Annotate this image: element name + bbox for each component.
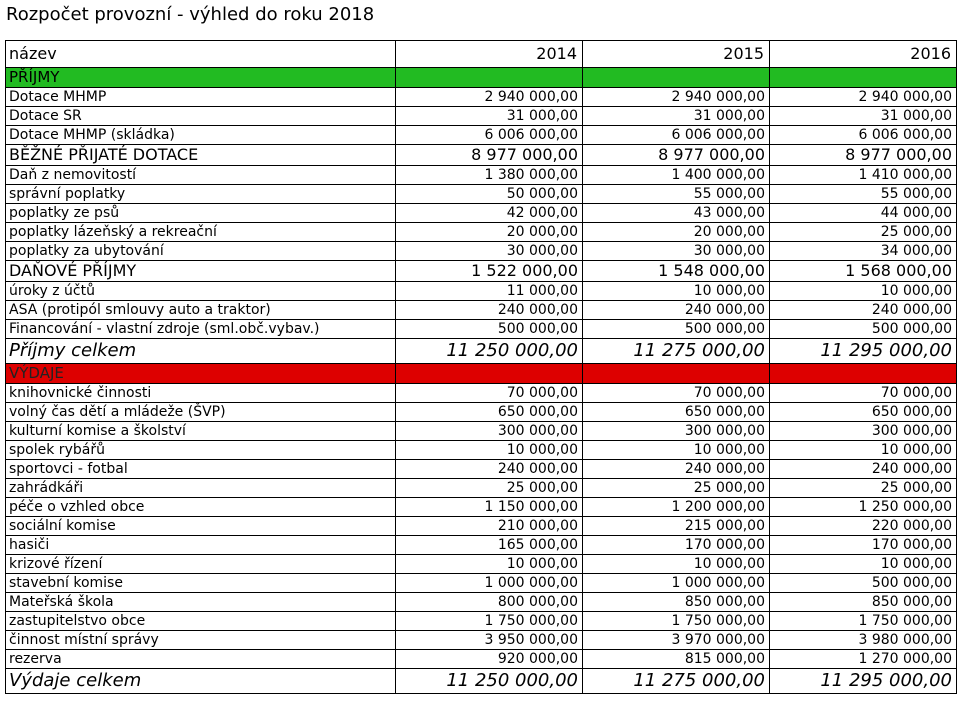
amount-2014: 11 250 000,00 bbox=[396, 669, 583, 694]
amount-2016: 10 000,00 bbox=[770, 555, 957, 574]
amount-2016: 55 000,00 bbox=[770, 185, 957, 204]
amount-2016: 3 980 000,00 bbox=[770, 631, 957, 650]
income-section-heading-fill bbox=[396, 68, 583, 88]
amount-2014: 8 977 000,00 bbox=[396, 145, 583, 166]
amount-2015: 3 970 000,00 bbox=[583, 631, 770, 650]
budget-row-zahradkari bbox=[6, 479, 957, 498]
amount-2014: 800 000,00 bbox=[396, 593, 583, 612]
expenses-section-heading-label: VÝDAJE bbox=[6, 364, 396, 384]
amount-2015: 1 400 000,00 bbox=[583, 166, 770, 185]
row-label: ASA (protipól smlouvy auto a traktor) bbox=[6, 301, 396, 320]
budget-row-materska-skola bbox=[6, 593, 957, 612]
budget-row-asa-protipol-smlouvy-auto-a-traktor bbox=[6, 301, 957, 320]
budget-row-uroky-z-uctu bbox=[6, 282, 957, 301]
amount-2014: 30 000,00 bbox=[396, 242, 583, 261]
budget-row-knihovnicke-cinnosti bbox=[6, 384, 957, 403]
amount-2014: 42 000,00 bbox=[396, 204, 583, 223]
amount-2015: 1 548 000,00 bbox=[583, 261, 770, 282]
amount-2015: 8 977 000,00 bbox=[583, 145, 770, 166]
header-year-2016: 2016 bbox=[770, 41, 957, 68]
budget-row-pece-o-vzhled-obce bbox=[6, 498, 957, 517]
row-label: volný čas dětí a mládeže (ŠVP) bbox=[6, 403, 396, 422]
amount-2014: 10 000,00 bbox=[396, 441, 583, 460]
row-label: správní poplatky bbox=[6, 185, 396, 204]
amount-2015: 43 000,00 bbox=[583, 204, 770, 223]
amount-2015: 850 000,00 bbox=[583, 593, 770, 612]
row-label: rezerva bbox=[6, 650, 396, 669]
budget-row-dotace-mhmp bbox=[6, 88, 957, 107]
amount-2015: 30 000,00 bbox=[583, 242, 770, 261]
amount-2014: 1 150 000,00 bbox=[396, 498, 583, 517]
amount-2015: 240 000,00 bbox=[583, 460, 770, 479]
amount-2014: 240 000,00 bbox=[396, 460, 583, 479]
amount-2015: 11 275 000,00 bbox=[583, 339, 770, 364]
amount-2016: 240 000,00 bbox=[770, 460, 957, 479]
row-label: krizové řízení bbox=[6, 555, 396, 574]
row-label: úroky z účtů bbox=[6, 282, 396, 301]
header-year-2014: 2014 bbox=[396, 41, 583, 68]
budget-row-spravni-poplatky bbox=[6, 185, 957, 204]
subtotal-row-bezne-prijate-dotace bbox=[6, 145, 957, 166]
budget-row-poplatky-za-ubytovani bbox=[6, 242, 957, 261]
amount-2016: 1 270 000,00 bbox=[770, 650, 957, 669]
amount-2016: 70 000,00 bbox=[770, 384, 957, 403]
amount-2015: 2 940 000,00 bbox=[583, 88, 770, 107]
budget-row-financovani-vlastni-zdroje-sml-obc-vybav bbox=[6, 320, 957, 339]
amount-2015: 500 000,00 bbox=[583, 320, 770, 339]
amount-2015: 240 000,00 bbox=[583, 301, 770, 320]
row-label: zastupitelstvo obce bbox=[6, 612, 396, 631]
header-row bbox=[6, 41, 957, 68]
budget-row-poplatky-ze-psu bbox=[6, 204, 957, 223]
budget-row-stavebni-komise bbox=[6, 574, 957, 593]
amount-2014: 300 000,00 bbox=[396, 422, 583, 441]
amount-2016: 500 000,00 bbox=[770, 574, 957, 593]
amount-2016: 25 000,00 bbox=[770, 479, 957, 498]
amount-2014: 1 380 000,00 bbox=[396, 166, 583, 185]
amount-2014: 11 000,00 bbox=[396, 282, 583, 301]
header-year-2015: 2015 bbox=[583, 41, 770, 68]
total-row-vydaje-celkem bbox=[6, 669, 957, 694]
amount-2014: 50 000,00 bbox=[396, 185, 583, 204]
amount-2014: 1 522 000,00 bbox=[396, 261, 583, 282]
amount-2016: 6 006 000,00 bbox=[770, 126, 957, 145]
amount-2015: 170 000,00 bbox=[583, 536, 770, 555]
amount-2015: 1 000 000,00 bbox=[583, 574, 770, 593]
amount-2015: 815 000,00 bbox=[583, 650, 770, 669]
amount-2016: 10 000,00 bbox=[770, 282, 957, 301]
budget-row-dotace-mhmp-skladka bbox=[6, 126, 957, 145]
amount-2014: 20 000,00 bbox=[396, 223, 583, 242]
budget-row-rezerva bbox=[6, 650, 957, 669]
amount-2014: 920 000,00 bbox=[396, 650, 583, 669]
row-label: Mateřská škola bbox=[6, 593, 396, 612]
amount-2014: 1 750 000,00 bbox=[396, 612, 583, 631]
amount-2016: 10 000,00 bbox=[770, 441, 957, 460]
row-label: kulturní komise a školství bbox=[6, 422, 396, 441]
row-label: zahrádkáři bbox=[6, 479, 396, 498]
amount-2016: 31 000,00 bbox=[770, 107, 957, 126]
budget-row-dotace-sr bbox=[6, 107, 957, 126]
budget-row-zastupitelstvo-obce bbox=[6, 612, 957, 631]
budget-row-dan-z-nemovitosti bbox=[6, 166, 957, 185]
budget-row-poplatky-lazensky-a-rekreacni bbox=[6, 223, 957, 242]
row-label: Dotace MHMP bbox=[6, 88, 396, 107]
amount-2015: 650 000,00 bbox=[583, 403, 770, 422]
row-label: Dotace SR bbox=[6, 107, 396, 126]
row-label: spolek rybářů bbox=[6, 441, 396, 460]
amount-2016: 44 000,00 bbox=[770, 204, 957, 223]
amount-2015: 215 000,00 bbox=[583, 517, 770, 536]
amount-2016: 8 977 000,00 bbox=[770, 145, 957, 166]
amount-2016: 1 750 000,00 bbox=[770, 612, 957, 631]
row-label: Výdaje celkem bbox=[6, 669, 396, 694]
amount-2014: 3 950 000,00 bbox=[396, 631, 583, 650]
amount-2016: 170 000,00 bbox=[770, 536, 957, 555]
row-label: DAŇOVÉ PŘÍJMY bbox=[6, 261, 396, 282]
amount-2015: 20 000,00 bbox=[583, 223, 770, 242]
amount-2015: 55 000,00 bbox=[583, 185, 770, 204]
amount-2014: 25 000,00 bbox=[396, 479, 583, 498]
income-section-heading-fill bbox=[583, 68, 770, 88]
row-label: Financování - vlastní zdroje (sml.obč.vybav.) bbox=[6, 320, 396, 339]
amount-2014: 70 000,00 bbox=[396, 384, 583, 403]
budget-row-hasici bbox=[6, 536, 957, 555]
amount-2014: 1 000 000,00 bbox=[396, 574, 583, 593]
page-title: Rozpočet provozní - výhled do roku 2018 bbox=[6, 4, 375, 25]
amount-2014: 6 006 000,00 bbox=[396, 126, 583, 145]
row-label: stavební komise bbox=[6, 574, 396, 593]
budget-row-kulturni-komise-a-skolstvi bbox=[6, 422, 957, 441]
amount-2016: 1 250 000,00 bbox=[770, 498, 957, 517]
row-label: hasiči bbox=[6, 536, 396, 555]
amount-2015: 25 000,00 bbox=[583, 479, 770, 498]
expenses-section-heading-fill bbox=[583, 364, 770, 384]
amount-2014: 2 940 000,00 bbox=[396, 88, 583, 107]
row-label: knihovnické činnosti bbox=[6, 384, 396, 403]
amount-2016: 1 410 000,00 bbox=[770, 166, 957, 185]
amount-2015: 6 006 000,00 bbox=[583, 126, 770, 145]
budget-row-socialni-komise bbox=[6, 517, 957, 536]
amount-2016: 240 000,00 bbox=[770, 301, 957, 320]
row-label: sportovci - fotbal bbox=[6, 460, 396, 479]
budget-table-body bbox=[6, 41, 957, 694]
budget-row-krizove-rizeni bbox=[6, 555, 957, 574]
budget-row-cinnost-mistni-spravy bbox=[6, 631, 957, 650]
row-label: Daň z nemovitostí bbox=[6, 166, 396, 185]
amount-2016: 1 568 000,00 bbox=[770, 261, 957, 282]
amount-2016: 300 000,00 bbox=[770, 422, 957, 441]
row-label: poplatky lázeňský a rekreační bbox=[6, 223, 396, 242]
amount-2015: 11 275 000,00 bbox=[583, 669, 770, 694]
income-section-heading-label: PŘÍJMY bbox=[6, 68, 396, 88]
row-label: poplatky za ubytování bbox=[6, 242, 396, 261]
amount-2016: 34 000,00 bbox=[770, 242, 957, 261]
expenses-section-heading bbox=[6, 364, 957, 384]
amount-2014: 11 250 000,00 bbox=[396, 339, 583, 364]
row-label: péče o vzhled obce bbox=[6, 498, 396, 517]
income-section-heading bbox=[6, 68, 957, 88]
amount-2015: 10 000,00 bbox=[583, 282, 770, 301]
row-label: Příjmy celkem bbox=[6, 339, 396, 364]
budget-table bbox=[5, 40, 957, 694]
amount-2015: 10 000,00 bbox=[583, 441, 770, 460]
amount-2016: 11 295 000,00 bbox=[770, 339, 957, 364]
amount-2014: 165 000,00 bbox=[396, 536, 583, 555]
amount-2016: 500 000,00 bbox=[770, 320, 957, 339]
amount-2014: 10 000,00 bbox=[396, 555, 583, 574]
amount-2016: 650 000,00 bbox=[770, 403, 957, 422]
amount-2014: 240 000,00 bbox=[396, 301, 583, 320]
amount-2016: 220 000,00 bbox=[770, 517, 957, 536]
amount-2015: 1 750 000,00 bbox=[583, 612, 770, 631]
amount-2014: 31 000,00 bbox=[396, 107, 583, 126]
amount-2014: 650 000,00 bbox=[396, 403, 583, 422]
amount-2016: 11 295 000,00 bbox=[770, 669, 957, 694]
amount-2014: 500 000,00 bbox=[396, 320, 583, 339]
amount-2015: 10 000,00 bbox=[583, 555, 770, 574]
income-section-heading-fill bbox=[770, 68, 957, 88]
amount-2015: 300 000,00 bbox=[583, 422, 770, 441]
budget-row-volny-cas-deti-a-mladeze-svp bbox=[6, 403, 957, 422]
amount-2015: 31 000,00 bbox=[583, 107, 770, 126]
total-row-prijmy-celkem bbox=[6, 339, 957, 364]
amount-2014: 210 000,00 bbox=[396, 517, 583, 536]
budget-row-sportovci-fotbal bbox=[6, 460, 957, 479]
amount-2015: 1 200 000,00 bbox=[583, 498, 770, 517]
amount-2016: 2 940 000,00 bbox=[770, 88, 957, 107]
subtotal-row-danove-prijmy bbox=[6, 261, 957, 282]
expenses-section-heading-fill bbox=[396, 364, 583, 384]
row-label: činnost místní správy bbox=[6, 631, 396, 650]
amount-2015: 70 000,00 bbox=[583, 384, 770, 403]
expenses-section-heading-fill bbox=[770, 364, 957, 384]
amount-2016: 25 000,00 bbox=[770, 223, 957, 242]
header-name: název bbox=[6, 41, 396, 68]
amount-2016: 850 000,00 bbox=[770, 593, 957, 612]
row-label: BĚŽNÉ PŘIJATÉ DOTACE bbox=[6, 145, 396, 166]
budget-row-spolek-rybaru bbox=[6, 441, 957, 460]
row-label: Dotace MHMP (skládka) bbox=[6, 126, 396, 145]
row-label: poplatky ze psů bbox=[6, 204, 396, 223]
row-label: sociální komise bbox=[6, 517, 396, 536]
